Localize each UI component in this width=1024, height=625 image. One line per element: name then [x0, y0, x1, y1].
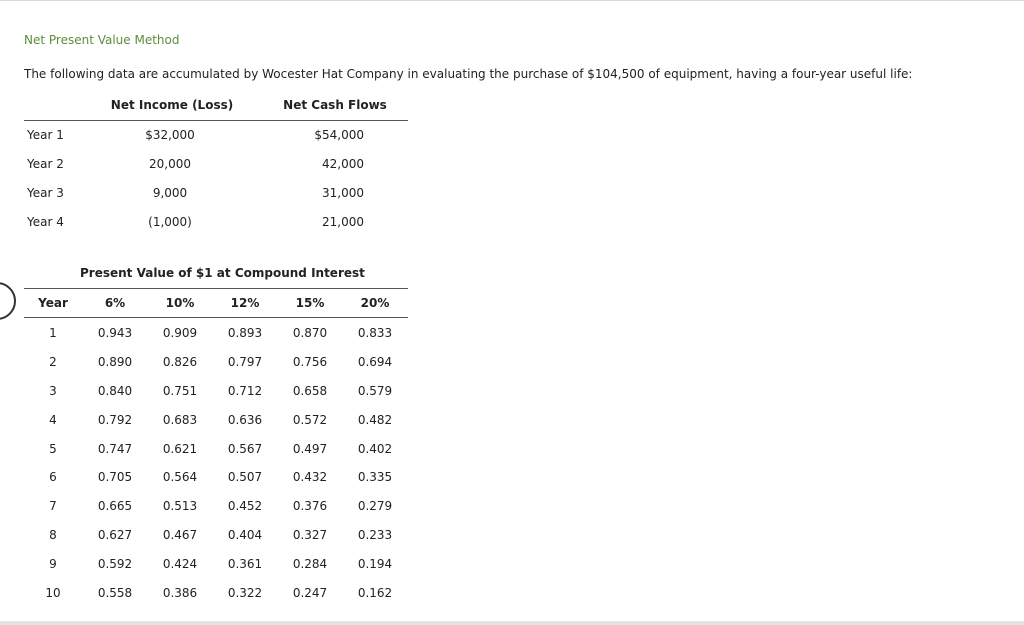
table-row [24, 384, 408, 402]
pv-cell: 0.233 [357, 528, 393, 542]
column-header-rate: 6% [104, 296, 126, 310]
pv-cell: 0.386 [162, 586, 198, 600]
pv-cell: 0.567 [227, 442, 263, 456]
column-header-rate: 15% [295, 296, 325, 310]
table-row [24, 157, 408, 177]
pv-cell: 0.909 [162, 326, 198, 340]
year-label: Year 3 [27, 186, 64, 200]
pv-cell: 0.564 [162, 470, 198, 484]
net-income-value: 20,000 [149, 157, 191, 171]
net-income-value: $32,000 [145, 128, 195, 142]
pv-cell: 0.432 [292, 470, 328, 484]
pv-cell: 0.402 [357, 442, 393, 456]
pv-table-title: Present Value of $1 at Compound Interest [80, 266, 365, 280]
pv-cell: 0.833 [357, 326, 393, 340]
table-row [24, 355, 408, 373]
pv-cell: 0.424 [162, 557, 198, 571]
pv-cell: 0.890 [97, 355, 133, 369]
pv-cell: 0.636 [227, 413, 263, 427]
bottom-divider [0, 621, 1024, 625]
pv-cell: 0.870 [292, 326, 328, 340]
column-header-rate: 10% [165, 296, 195, 310]
pv-cell: 0.893 [227, 326, 263, 340]
pv-header-rule [24, 317, 408, 318]
year-cell: 8 [49, 528, 57, 542]
year-cell: 1 [49, 326, 57, 340]
pv-cell: 0.694 [357, 355, 393, 369]
column-header-year: Year [38, 296, 68, 310]
pv-cell: 0.627 [97, 528, 133, 542]
table-row [24, 442, 408, 460]
year-cell: 10 [45, 586, 61, 600]
intro-text: The following data are accumulated by Wocester Hat Company in evaluating the purchase of $104,500 of equipment, having a four-year useful life: [24, 67, 913, 81]
pv-cell: 0.327 [292, 528, 328, 542]
pv-cell: 0.712 [227, 384, 263, 398]
pv-cell: 0.572 [292, 413, 328, 427]
table-row [24, 413, 408, 431]
table-row [24, 499, 408, 517]
year-cell: 3 [49, 384, 57, 398]
pv-cell: 0.162 [357, 586, 393, 600]
table-row [24, 215, 408, 235]
pv-cell: 0.194 [357, 557, 393, 571]
net-income-header: Net Income (Loss) [110, 98, 234, 112]
net-cash-flows-header: Net Cash Flows [283, 98, 387, 112]
table-row [24, 128, 408, 148]
circle-marker [0, 282, 16, 320]
year-cell: 7 [49, 499, 57, 513]
pv-cell: 0.705 [97, 470, 133, 484]
table-row [24, 557, 408, 575]
pv-cell: 0.943 [97, 326, 133, 340]
table-row [24, 586, 408, 604]
net-cash-flow-value: 42,000 [322, 157, 364, 171]
pv-cell: 0.756 [292, 355, 328, 369]
pv-cell: 0.665 [97, 499, 133, 513]
pv-cell: 0.284 [292, 557, 328, 571]
pv-cell: 0.513 [162, 499, 198, 513]
pv-cell: 0.683 [162, 413, 198, 427]
net-income-value: (1,000) [148, 215, 192, 229]
year-cell: 5 [49, 442, 57, 456]
year-cell: 2 [49, 355, 57, 369]
pv-cell: 0.558 [97, 586, 133, 600]
cash-flow-header-rule [24, 120, 408, 121]
year-cell: 4 [49, 413, 57, 427]
pv-cell: 0.335 [357, 470, 393, 484]
section-title: Net Present Value Method [24, 33, 180, 47]
pv-header-row [24, 296, 408, 314]
year-label: Year 2 [27, 157, 64, 171]
pv-cell: 0.467 [162, 528, 198, 542]
pv-cell: 0.840 [97, 384, 133, 398]
table-row [24, 528, 408, 546]
pv-cell: 0.592 [97, 557, 133, 571]
pv-cell: 0.376 [292, 499, 328, 513]
pv-cell: 0.497 [292, 442, 328, 456]
pv-cell: 0.279 [357, 499, 393, 513]
year-label: Year 1 [27, 128, 64, 142]
net-cash-flow-value: 31,000 [322, 186, 364, 200]
year-label: Year 4 [27, 215, 64, 229]
pv-cell: 0.797 [227, 355, 263, 369]
pv-cell: 0.322 [227, 586, 263, 600]
pv-cell: 0.247 [292, 586, 328, 600]
pv-cell: 0.621 [162, 442, 198, 456]
pv-cell: 0.792 [97, 413, 133, 427]
pv-cell: 0.507 [227, 470, 263, 484]
pv-cell: 0.747 [97, 442, 133, 456]
pv-cell: 0.482 [357, 413, 393, 427]
pv-cell: 0.751 [162, 384, 198, 398]
net-cash-flow-value: $54,000 [314, 128, 364, 142]
pv-cell: 0.452 [227, 499, 263, 513]
column-header-rate: 20% [360, 296, 390, 310]
pv-cell: 0.658 [292, 384, 328, 398]
pv-cell: 0.579 [357, 384, 393, 398]
pv-cell: 0.404 [227, 528, 263, 542]
column-header-rate: 12% [230, 296, 260, 310]
table-row [24, 470, 408, 488]
year-cell: 9 [49, 557, 57, 571]
pv-title-rule [24, 288, 408, 289]
net-income-value: 9,000 [152, 186, 188, 200]
table-row [24, 186, 408, 206]
year-cell: 6 [49, 470, 57, 484]
table-row [24, 326, 408, 344]
net-cash-flow-value: 21,000 [322, 215, 364, 229]
pv-cell: 0.361 [227, 557, 263, 571]
pv-cell: 0.826 [162, 355, 198, 369]
